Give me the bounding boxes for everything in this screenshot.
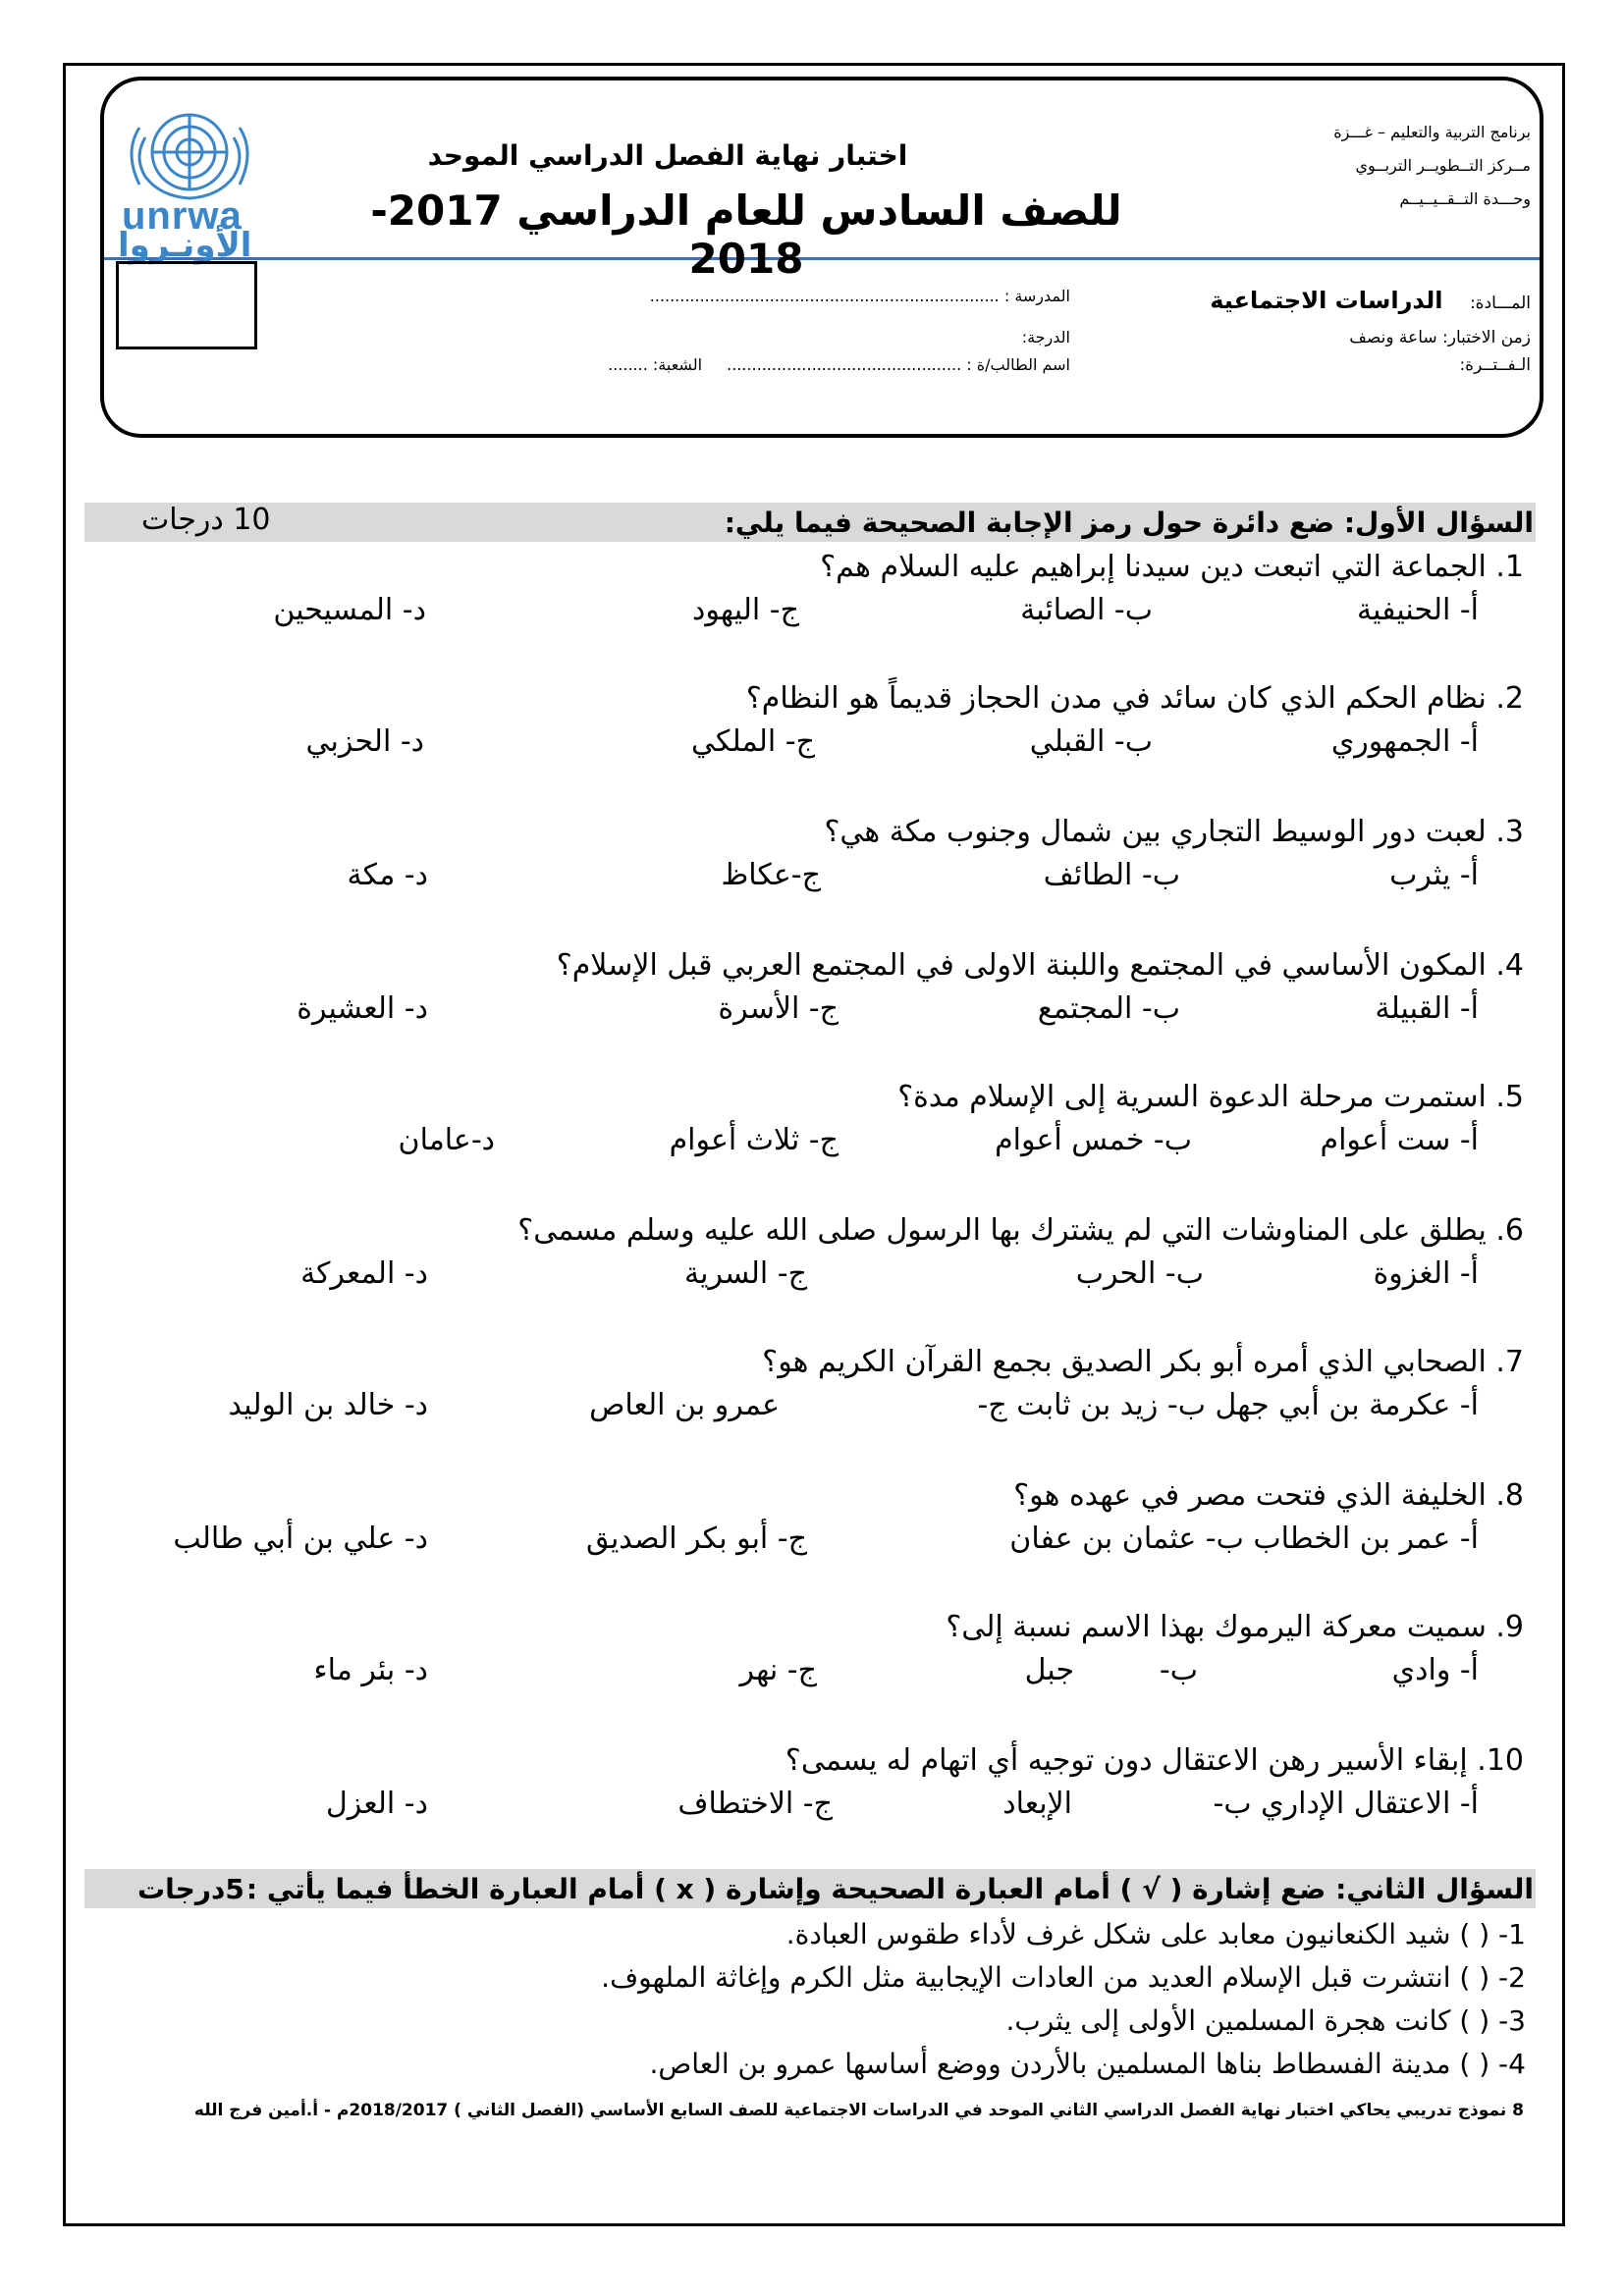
org-line: وحـــدة التــقــيــيــم bbox=[1399, 189, 1531, 208]
question-6: 6. يطلق على المناوشات التي لم يشترك بها الرسول صلى الله عليه وسلم مسمى؟ bbox=[517, 1213, 1524, 1248]
organization-block bbox=[1236, 116, 1531, 216]
question-9: 9. سميت معركة اليرموك بهذا الاسم نسبة إلى؟ bbox=[946, 1610, 1524, 1644]
option[interactable]: أ- عكرمة بن أبي جهل ب- زيد بن ثابت ج- bbox=[977, 1388, 1479, 1422]
option[interactable]: ب- الحرب bbox=[1075, 1256, 1204, 1291]
option[interactable]: أ- الجمهوري bbox=[1330, 724, 1479, 759]
option[interactable]: ج- أبو بكر الصديق bbox=[585, 1522, 807, 1556]
option[interactable]: أ- الغزوة bbox=[1373, 1256, 1479, 1291]
subject-label: المـــادة: bbox=[1469, 294, 1531, 313]
question-7: 7. الصحابي الذي أمره أبو بكر الصديق بجمع القرآن الكريم هو؟ bbox=[762, 1345, 1524, 1379]
option[interactable]: د- المسيحين bbox=[273, 593, 426, 627]
tf-statement-1[interactable]: 1- ( ) شيد الكنعانيون معابد على شكل غرف لأداء طقوس العبادة. bbox=[785, 1918, 1526, 1950]
q1-heading: السؤال الأول: ضع دائرة حول رمز الإجابة الصحيحة فيما يلي: bbox=[724, 507, 1534, 539]
mark-box bbox=[116, 261, 257, 349]
option[interactable]: ج- السرية bbox=[684, 1256, 807, 1291]
q1-marks: 10 درجات bbox=[141, 503, 271, 537]
option[interactable]: ب- الصائبة bbox=[1020, 593, 1153, 627]
option[interactable]: د- خالد بن الوليد bbox=[228, 1388, 428, 1422]
logo-text-en: unrwa bbox=[122, 194, 243, 238]
question-5: 5. استمرت مرحلة الدعوة السرية إلى الإسلام مدة؟ bbox=[897, 1080, 1524, 1114]
time-row bbox=[1349, 328, 1531, 347]
option[interactable]: ب- خمس أعوام bbox=[995, 1123, 1192, 1157]
q2-heading: السؤال الثاني: ضع إشارة ( √ ) أمام العبارة الصحيحة وإشارة ( x ) أمام العبارة الخطأ فيما يأتي : bbox=[245, 1873, 1534, 1905]
option[interactable]: ج-عكاظ bbox=[721, 858, 821, 892]
logo-text-ar: الأونـروا bbox=[118, 226, 252, 265]
time-value: ساعة ونصف bbox=[1349, 328, 1437, 347]
question-10: 10. إبقاء الأسير رهن الاعتقال دون توجيه أي اتهام له يسمى؟ bbox=[785, 1743, 1524, 1778]
tf-statement-4[interactable]: 4- ( ) مدينة الفسطاط بناها المسلمين بالأردن ووضع أساسها عمرو بن العاص. bbox=[649, 2048, 1526, 2080]
option[interactable]: أ- الاعتقال الإداري ب- bbox=[1213, 1787, 1479, 1821]
grade-label: الدرجة: bbox=[1021, 328, 1070, 347]
option[interactable]: عمرو بن العاص bbox=[589, 1388, 780, 1422]
school-row bbox=[650, 287, 1070, 305]
org-line: مــركز التــطويــر التربــوي bbox=[1355, 156, 1531, 175]
exam-title: اختبار نهاية الفصل الدراسي الموحد bbox=[427, 139, 908, 172]
section-label: الشعبة: bbox=[652, 355, 703, 374]
option[interactable]: أ- القبيلة bbox=[1375, 991, 1479, 1026]
option[interactable]: ج- الأسرة bbox=[718, 991, 839, 1026]
period-label: الـفــتــرة: bbox=[1459, 355, 1531, 375]
option[interactable]: ج- اليهود bbox=[692, 593, 799, 627]
option[interactable]: ج- الملكي bbox=[690, 724, 815, 759]
option[interactable]: ب- bbox=[1159, 1653, 1198, 1687]
option[interactable]: ب- الطائف bbox=[1043, 858, 1180, 892]
tf-statement-2[interactable]: 2- ( ) انتشرت قبل الإسلام العديد من العادات الإيجابية مثل الكرم وإغاثة الملهوف. bbox=[601, 1961, 1526, 1994]
question-8: 8. الخليفة الذي فتحت مصر في عهده هو؟ bbox=[1013, 1478, 1524, 1513]
student-row bbox=[608, 355, 1070, 374]
school-label: المدرسة : bbox=[1003, 287, 1070, 305]
option[interactable]: ج- الاختطاف bbox=[677, 1787, 833, 1821]
option[interactable]: د- علي بن أبي طالب bbox=[173, 1522, 428, 1556]
q2-marks: 5درجات bbox=[137, 1873, 244, 1905]
question-3: 3. لعبت دور الوسيط التجاري بين شمال وجنوب مكة هي؟ bbox=[824, 815, 1524, 849]
student-label: اسم الطالب/ة : bbox=[966, 355, 1070, 374]
option[interactable]: ج- نهر bbox=[739, 1653, 817, 1687]
footer-note: 8 نموذج تدريبي يحاكي اختبار نهاية الفصل الدراسي الثاني الموحد في الدراسات الاجتماعية للصف السابع الأساسي (الفصل الثاني ) 2018/2017م - أ.أمين فرج الله bbox=[193, 2101, 1524, 2120]
option[interactable]: أ- عمر بن الخطاب ب- عثمان بن عفان bbox=[1009, 1522, 1479, 1556]
option[interactable]: د- العزل bbox=[325, 1787, 428, 1821]
period-row bbox=[1459, 355, 1531, 375]
question-1: 1. الجماعة التي اتبعت دين سيدنا إبراهيم عليه السلام هم؟ bbox=[820, 550, 1524, 584]
tf-statement-3[interactable]: 3- ( ) كانت هجرة المسلمين الأولى إلى يثرب. bbox=[1005, 2004, 1526, 2037]
option[interactable]: د- بئر ماء bbox=[313, 1653, 428, 1687]
option[interactable]: أ- الحنيفية bbox=[1357, 593, 1479, 627]
option[interactable]: الإبعاد bbox=[1002, 1787, 1072, 1821]
option[interactable]: د- مكة bbox=[347, 858, 428, 892]
section-field[interactable]: ........ bbox=[608, 355, 648, 374]
option[interactable]: ب- القبلي bbox=[1029, 724, 1153, 759]
option[interactable]: د- الحزبي bbox=[305, 724, 424, 759]
option[interactable]: أ- يثرب bbox=[1389, 858, 1479, 892]
question-2: 2. نظام الحكم الذي كان سائد في مدن الحجاز قديماً هو النظام؟ bbox=[745, 681, 1524, 716]
option[interactable]: د-عامان bbox=[398, 1123, 495, 1157]
subject-row bbox=[1210, 287, 1531, 314]
option[interactable]: د- العشيرة bbox=[297, 991, 428, 1026]
time-label: زمن الاختبار: bbox=[1442, 328, 1531, 347]
option[interactable]: ج- ثلاث أعوام bbox=[669, 1123, 839, 1157]
org-line: برنامج التربية والتعليم – غـــزة bbox=[1333, 123, 1531, 141]
question-4: 4. المكون الأساسي في المجتمع واللبنة الاولى في المجتمع العربي قبل الإسلام؟ bbox=[556, 948, 1524, 983]
option[interactable]: أ- وادي bbox=[1391, 1653, 1479, 1687]
exam-subtitle: للصف السادس للعام الدراسي 2017-2018 bbox=[370, 187, 1122, 283]
school-field[interactable]: ...................................................................... bbox=[649, 287, 1000, 305]
student-name-field[interactable]: ............................................... bbox=[727, 355, 962, 374]
option[interactable]: د- المعركة bbox=[300, 1256, 428, 1291]
subject-value: الدراسات الاجتماعية bbox=[1210, 287, 1443, 314]
option[interactable]: أ- ست أعوام bbox=[1320, 1123, 1479, 1157]
option[interactable]: ب- المجتمع bbox=[1037, 991, 1180, 1026]
grade-row bbox=[1022, 328, 1070, 347]
option[interactable]: جبل bbox=[1024, 1653, 1074, 1687]
